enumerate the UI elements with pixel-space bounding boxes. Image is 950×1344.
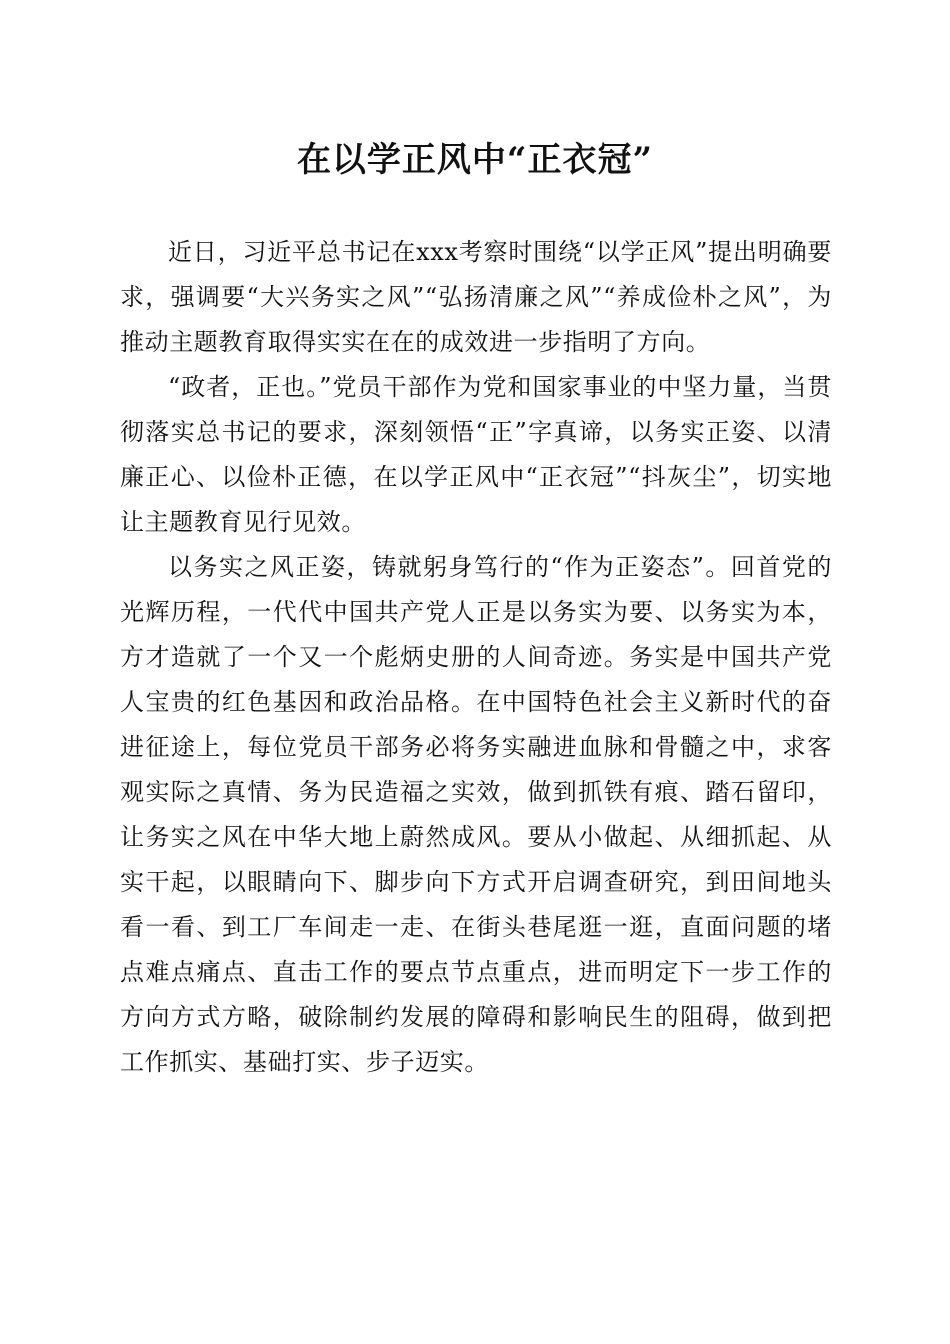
paragraph-3: 以务实之风正姿，铸就躬身笃行的“作为正姿态”。回首党的光辉历程，一代代中国共产党人正是以务实为要、以务实为本，方才造就了一个又一个彪炳史册的人间奇迹。务实是中国共产党人宝贵的红色基因和政治品格。在中国特色社会主义新时代的奋进征途上，每位党员干部务必将务实融进血脉和骨髓之中，求客观实际之真情、务为民造福之实效，做到抓铁有痕、踏石留印，让务实之风在中华大地上蔚然成风。要从小做起、从细抓起、从实干起，以眼睛向下、脚步向下方式开启调查研究，到田间地头看一看、到工厂车间走一走、在街头巷尾逛一逛，直面问题的堵点难点痛点、直击工作的要点节点重点，进而明定下一步工作的方向方式方略，破除制约发展的障碍和影响民生的阻碍，做到把工作抓实、基础打实、步子迈实。 xyxy=(120,553,832,1076)
document-body xyxy=(120,230,832,1085)
paragraph-1: 近日，习近平总书记在xxx考察时围绕“以学正风”提出明确要求，强调要“大兴务实之风”“弘扬清廉之风”“养成俭朴之风”，为推动主题教育取得实实在在的成效进一步指明了方向。 xyxy=(120,238,832,356)
paragraph-2: “政者，正也。”党员干部作为党和国家事业的中坚力量，当贯彻落实总书记的要求，深刻领悟“正”字真谛，以务实正姿、以清廉正心、以俭朴正德，在以学正风中“正衣冠”“抖灰尘”，切实地让主题教育见行见效。 xyxy=(120,373,832,536)
document-title: 在以学正风中“正衣冠” xyxy=(296,140,654,180)
